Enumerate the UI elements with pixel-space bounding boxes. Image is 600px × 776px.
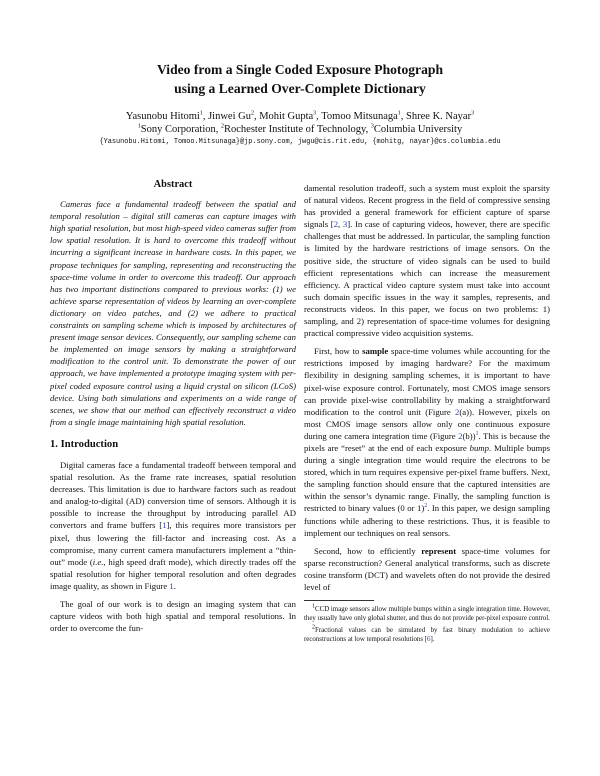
author-name: Shree K. Nayar <box>406 111 472 122</box>
text-run: (a) <box>459 406 470 417</box>
text-run: ]. In case of capturing videos, however, there are specific challenges that must be addressed. In particular, the sampling function is limited by the hardware restrictions of image sensors. On the positive side, the structure of video signals can be used to build efficient representations which can increase the measurement efficiency. A practical video capture system must take into account such domain specific issues in the way it samples, represents, and reconstructs videos. In this paper, we focus on two problems: 1) sampling, and 2) representation of space-time volumes for designing practical compressive video acquisition systems. <box>304 219 550 339</box>
affiliation-sony: Sony Corporation, <box>140 124 221 135</box>
author-name: Yasunobu Hitomi <box>125 111 200 122</box>
text-run: , high speed draft mode), which directly trades off the spatial resolution for higher temporal resolution and often degrades image quality, as shown in Figure <box>50 556 296 591</box>
affil-mark: 1 <box>137 123 141 130</box>
intro-paragraph-2: The goal of our work is to design an imaging system that can capture videos with both high spatial and temporal resolutions. In order to overcome the fun- <box>50 599 296 634</box>
text-run: CCD image sensors allow multiple bumps within a single integration time. However, they usually have only global shutter, and thus do not provide per-pixel exposure control. <box>304 606 550 623</box>
author-sep: , <box>316 111 322 122</box>
text-run: (b) <box>462 430 473 441</box>
figure-link[interactable]: 1 <box>169 580 174 591</box>
text-run: ). However, pixels on most CMOS image sensors allow only one continuous exposure during one camera integration time (Figure <box>304 406 551 441</box>
footnote-number: 2 <box>312 624 315 631</box>
author-sep: , <box>202 111 209 122</box>
author-affil-mark: 1 <box>397 110 401 117</box>
author-name: Tomoo Mitsunaga <box>321 111 398 122</box>
abstract-heading: Abstract <box>153 179 193 190</box>
paper-title <box>50 60 550 98</box>
author-emails: {Yasunobu.Hitomi, Tomoo.Mitsunaga}@jp.sony.com, jwgu@cis.rit.edu, {mohitg, nayar}@cs.columbia.edu <box>99 138 501 146</box>
intro-paragraph-1 <box>50 459 296 592</box>
affiliation-rit: Rochester Institute of Technology, <box>224 124 371 135</box>
author-name: Mohit Gupta <box>259 111 314 122</box>
author-affil-mark: 3 <box>313 110 317 117</box>
text-run: . Multiple bumps during a single integration time would require the electrons to be stored, which in turn requires expensive per-pixel frame buffers. Next, the sampling function should ensure that the captured intensities are within the sensor’s dynamic range. Finally, the sampling function is restricted to binary values (0 or 1) <box>304 442 551 514</box>
text-run: Fractional values can be simulated by fast binary modulation to achieve reconstructions at low temporal resolutions [ <box>304 626 550 643</box>
abstract-text: Cameras face a fundamental tradeoff between the spatial and temporal resolution – digital still cameras can capture images with high spatial resolution, but most high-speed video cameras suffer from low spatial resolution. It is hard to overcome this tradeoff without incurring a significant increase in hardware costs. In this paper, we propose techniques for sampling, representing and reconstructing the space-time volume in order to overcome this tradeoff. Our approach has two important distinctions compared to previous works: (1) we achieve sparse representation of videos by learning an over-complete dictionary on video patches, and (2) we adhere to practical constraints on sampling scheme which is imposed by architectures of present image sensor devices. Consequently, our sampling scheme can be implemented on image sensors by making a straightforward modification to the control unit. To demonstrate the power of our approach, we have implemented a prototype imaging system with per-pixel coded exposure control using a liquid crystal on silicon (LCoS) device. Using both simulations and experiments on a wide range of scenes, we show that our method can effectively reconstruct a video from a single image maintaining high spatial resolution. <box>50 199 296 427</box>
footnote-2 <box>304 626 550 644</box>
citation-link[interactable]: 2 <box>333 219 339 230</box>
citation-link[interactable]: 3 <box>342 219 348 230</box>
author-affil-mark: 2 <box>250 110 254 117</box>
text-run: . In this paper, we design sampling functions while adhering to these restrictions. Thus, it is feasible to implement our techniques on real sensors. <box>304 503 550 538</box>
figure-link[interactable]: 2 <box>455 406 460 417</box>
title-line-1: Video from a Single Coded Exposure Photograph <box>157 62 443 77</box>
text-run: First, how to <box>314 346 363 357</box>
title-line-2: using a Learned Over-Complete Dictionary <box>174 81 426 96</box>
text-run: bump <box>469 442 489 453</box>
author-sep: , <box>400 111 407 122</box>
footnote-number: 1 <box>312 603 315 610</box>
text-run: damental resolution tradeoff, such a system must exploit the sparsity of natural videos. Recent progress in the field of compressive sensing has provided a general framework for efficient capture of sparse signals [ <box>304 183 550 230</box>
footnote-divider <box>304 600 374 601</box>
author-name: Jinwei Gu <box>208 111 251 122</box>
text-run: . <box>173 580 176 591</box>
citation-link[interactable]: 1 <box>162 520 167 531</box>
text-run: space-time volumes for sparse reconstruction? General analytical transforms, such as discrete cosine transform (DCT) and wavelets often do not provide the desired level of <box>304 545 550 592</box>
right-paragraph-continued <box>304 182 550 339</box>
affil-mark: 3 <box>370 123 374 130</box>
author-block <box>40 110 560 136</box>
right-paragraph-represent <box>304 545 550 593</box>
author-list <box>40 110 560 123</box>
footnote-mark[interactable]: 2 <box>424 503 428 510</box>
text-run: ]. <box>430 635 435 643</box>
keyword-represent: represent <box>421 545 457 556</box>
text-run: . This is because the pixels are “reset” at the end of each exposure <box>304 430 550 453</box>
author-affil-mark: 1 <box>199 110 203 117</box>
left-column <box>50 179 296 634</box>
right-paragraph-sample <box>304 345 550 539</box>
author-sep: , <box>253 111 260 122</box>
keyword-sample: sample <box>362 346 389 357</box>
text-run: Digital cameras face a fundamental tradeoff between temporal and spatial resolution. As the frame rate increases, spatial resolution decreases. This limitation is due to hardware factors such as readout and analog-to-digital (AD) conversion time of sensors. Although it is possible to increase the throughput by introducing parallel AD convertors and frame buffers [ <box>50 459 296 531</box>
text-run: ], this requires more transistors per pixel, thus lowering the fill-factor and increasing cost. As a compromise, many current camera manufacturers implement a “thin-out” mode ( <box>50 520 296 567</box>
text-run: space-time volumes while accounting for the restrictions imposed by imaging hardware? For the maximum flexibility in designing sampling schemes, it is important to have pixel-wise exposure control. Fortunately, most CMOS image sensors can provide pixel-wise controllability by making a straightforward modification to the control unit (Figure <box>304 346 550 417</box>
text-run: Second, how to efficiently <box>314 545 422 556</box>
affiliation-columbia: Columbia University <box>373 124 463 135</box>
affiliation-list <box>40 123 560 136</box>
affil-mark: 2 <box>221 123 224 130</box>
text-run: i.e. <box>92 556 104 567</box>
footnote-mark[interactable]: 1 <box>475 430 479 437</box>
citation-link[interactable]: 6 <box>427 635 431 643</box>
footnote-1 <box>304 605 550 623</box>
right-column <box>304 182 550 646</box>
section-heading-introduction: 1. Introduction <box>50 438 119 450</box>
text-run: , <box>338 219 343 230</box>
text-run: ) <box>472 430 476 441</box>
figure-link[interactable]: 2 <box>458 430 463 441</box>
author-affil-mark: 3 <box>471 110 475 117</box>
